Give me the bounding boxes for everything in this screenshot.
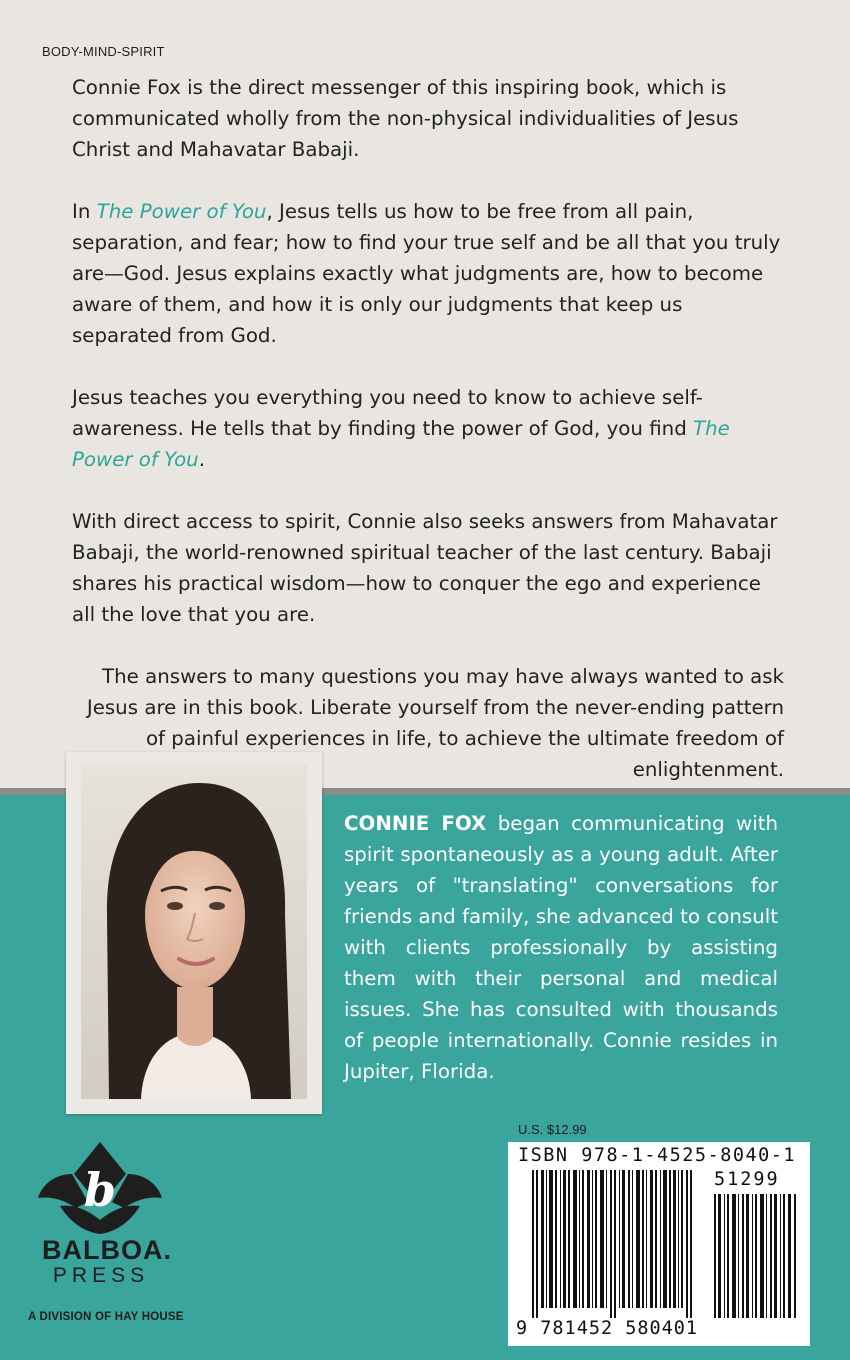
supplement-code: 51299 (714, 1169, 780, 1190)
blurb-paragraph-2 (72, 196, 784, 351)
publisher-imprint: PRESS (52, 1264, 150, 1287)
blurb-paragraph-4: With direct access to spirit, Connie also seeks answers from Mahavatar Babaji, the world-renowned spiritual teacher of the last century. Babaji shares his practical wisdom—how to conquer the ego and experience all the love that you are. (72, 510, 778, 626)
ean-barcode-bars (532, 1170, 702, 1318)
author-bio (344, 808, 778, 1087)
blurb-paragraph-3 (72, 382, 784, 475)
logo-letter: b (83, 1163, 117, 1217)
author-bio-text: began communicating with spirit spontaneously as a young adult. After years of "translating" conversations for friends and family, she advanced to consult with clients professionally by assisting them with their personal and medical issues. She has consulted with thousands of people internationally. Connie resides in Jupiter, Florida. (344, 812, 778, 1083)
p2-lead: In (72, 200, 97, 223)
author-name: CONNIE FOX (344, 812, 487, 835)
p3-lead: Jesus teaches you everything you need to know to achieve self-awareness. He tells that by finding the power of God, you find (72, 386, 703, 440)
author-photo-frame (66, 752, 322, 1114)
book-title-mention: The Power of You (96, 200, 267, 223)
supplement-barcode-bars (714, 1194, 798, 1318)
p2-text: , Jesus tells us how to be free from all pain, separation, and fear; how to find your true self and be all that you truly are—God. Jesus explains exactly what judgments are, how to become aware of them, and how it is only our judgments that keep us separated from God. (72, 200, 781, 347)
price-label: U.S. $12.99 (518, 1122, 587, 1137)
publisher-name: BALBOA. (42, 1235, 172, 1265)
author-photo (81, 765, 307, 1099)
blurb-paragraph-5: The answers to many questions you may have always wanted to ask Jesus are in this book. Liberate yourself from the never-ending pattern of painful experiences in life, to achieve the ultimate freedom of enlightenment. (86, 665, 784, 781)
lotus-logo-icon (30, 1140, 170, 1240)
p3-end: . (198, 448, 206, 471)
book-description (72, 72, 784, 785)
blurb-paragraph-1: Connie Fox is the direct messenger of this inspiring book, which is communicated wholly from the non-physical individualities of Jesus Christ and Mahavatar Babaji. (72, 76, 739, 161)
category-label: BODY-MIND-SPIRIT (42, 44, 165, 59)
book-title-mention: The Power of You (72, 417, 730, 471)
isbn-text: ISBN 978-1-4525-8040-1 (518, 1145, 797, 1166)
ean-digits: 9 781452 580401 (516, 1318, 699, 1339)
publisher-division: A DIVISION OF HAY HOUSE (28, 1311, 184, 1323)
barcode-box (508, 1142, 810, 1346)
